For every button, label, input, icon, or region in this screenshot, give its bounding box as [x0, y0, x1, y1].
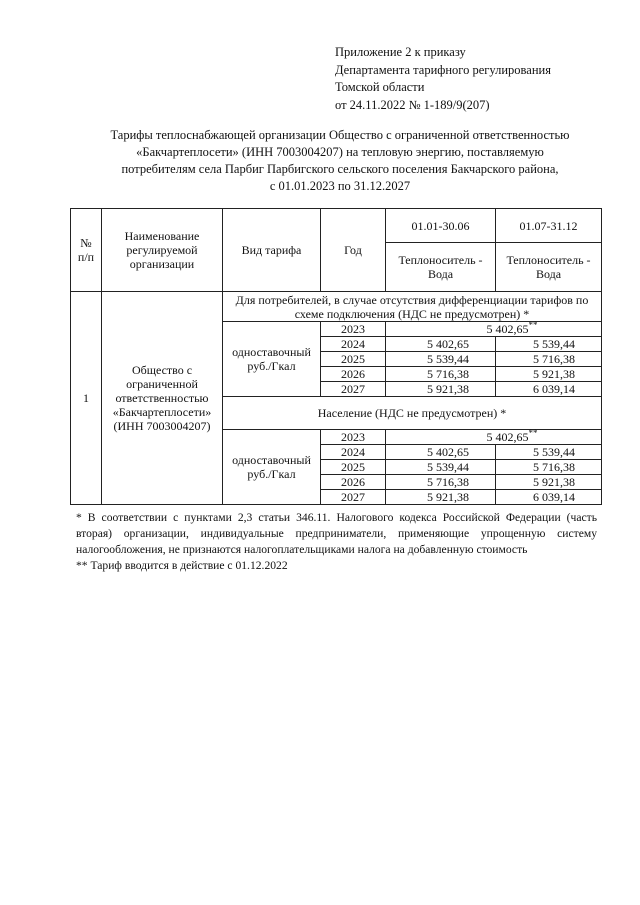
year-cell: 2025	[321, 460, 386, 475]
value-cell-h2: 5 539,44	[496, 337, 602, 352]
header-org: Наименование регулируемой организации	[102, 209, 223, 292]
header-year: Год	[321, 209, 386, 292]
header-tariff-type: Вид тарифа	[223, 209, 321, 292]
header-carrier-1: Теплоноситель - Вода	[386, 243, 496, 292]
row-number: 1	[71, 292, 102, 505]
tariff-type-cell: одноставочный руб./Гкал	[223, 322, 321, 397]
year-cell: 2027	[321, 490, 386, 505]
title-line: Тарифы теплоснабжающей организации Общество с ограниченной ответственностью	[110, 128, 570, 142]
double-asterisk-mark: **	[528, 320, 538, 330]
merged-value-cell	[386, 322, 602, 337]
value-cell-h2: 5 921,38	[496, 367, 602, 382]
value-cell-h1: 5 921,38	[386, 490, 496, 505]
appendix-line: Департамента тарифного регулирования	[335, 62, 551, 77]
footnote-vat: * В соответствии с пунктами 2,3 статьи 346.11. Налогового кодекса Российской Федерации (часть вторая) организации, индивидуальные предприниматели, применяющие упрощенную систему налогообложения, не признаются налогоплательщиками налога на добавленную стоимость	[76, 511, 597, 556]
title-line: с 01.01.2023 по 31.12.2027	[269, 179, 411, 193]
value-cell-h1: 5 716,38	[386, 367, 496, 382]
merged-value-cell	[386, 430, 602, 445]
section-heading: Для потребителей, в случае отсутствия дифференциации тарифов по схеме подключения (НДС не предусмотрен) *	[223, 292, 602, 322]
value-cell-h1: 5 539,44	[386, 460, 496, 475]
header-num: № п/п	[71, 209, 102, 292]
year-cell: 2027	[321, 382, 386, 397]
value-cell-h2: 5 539,44	[496, 445, 602, 460]
value-cell-h1: 5 921,38	[386, 382, 496, 397]
year-cell: 2026	[321, 475, 386, 490]
appendix-line: Томской области	[335, 80, 425, 94]
footnote-effective-date: ** Тариф вводится в действие с 01.12.2022	[76, 559, 288, 572]
year-cell: 2024	[321, 337, 386, 352]
appendix-line: Приложение 2 к приказу	[335, 45, 466, 59]
appendix-block	[335, 44, 551, 114]
title-line: потребителям села Парбиг Парбигского сельского поселения Бакчарского района,	[121, 162, 559, 176]
value-cell-h2: 6 039,14	[496, 382, 602, 397]
organization-name: Общество с ограниченной ответственностью «Бакчартеплосети» (ИНН 7003004207)	[102, 292, 223, 505]
year-cell: 2026	[321, 367, 386, 382]
header-carrier-2: Теплоноситель - Вода	[496, 243, 602, 292]
header-period-2: 01.07-31.12	[496, 209, 602, 243]
footnotes	[76, 510, 597, 574]
value-cell-h2: 6 039,14	[496, 490, 602, 505]
year-cell: 2023	[321, 430, 386, 445]
value-cell-h2: 5 921,38	[496, 475, 602, 490]
value-cell-h1: 5 402,65	[386, 337, 496, 352]
value-text: 5 402,65	[486, 430, 529, 444]
document-title	[60, 127, 620, 195]
year-cell: 2023	[321, 322, 386, 337]
value-cell-h2: 5 716,38	[496, 352, 602, 367]
appendix-order-date: от 24.11.2022 № 1-189/9(207)	[335, 97, 490, 112]
value-text: 5 402,65	[486, 322, 529, 336]
section-heading: Население (НДС не предусмотрен) *	[223, 397, 602, 430]
double-asterisk-mark: **	[528, 428, 538, 438]
value-cell-h1: 5 539,44	[386, 352, 496, 367]
year-cell: 2025	[321, 352, 386, 367]
tariff-type-cell: одноставочный руб./Гкал	[223, 430, 321, 505]
value-cell-h1: 5 716,38	[386, 475, 496, 490]
tariff-table	[70, 208, 602, 505]
value-cell-h1: 5 402,65	[386, 445, 496, 460]
year-cell: 2024	[321, 445, 386, 460]
header-period-1: 01.01-30.06	[386, 209, 496, 243]
value-cell-h2: 5 716,38	[496, 460, 602, 475]
title-line: «Бакчартеплосети» (ИНН 7003004207) на тепловую энергию, поставляемую	[136, 145, 544, 159]
